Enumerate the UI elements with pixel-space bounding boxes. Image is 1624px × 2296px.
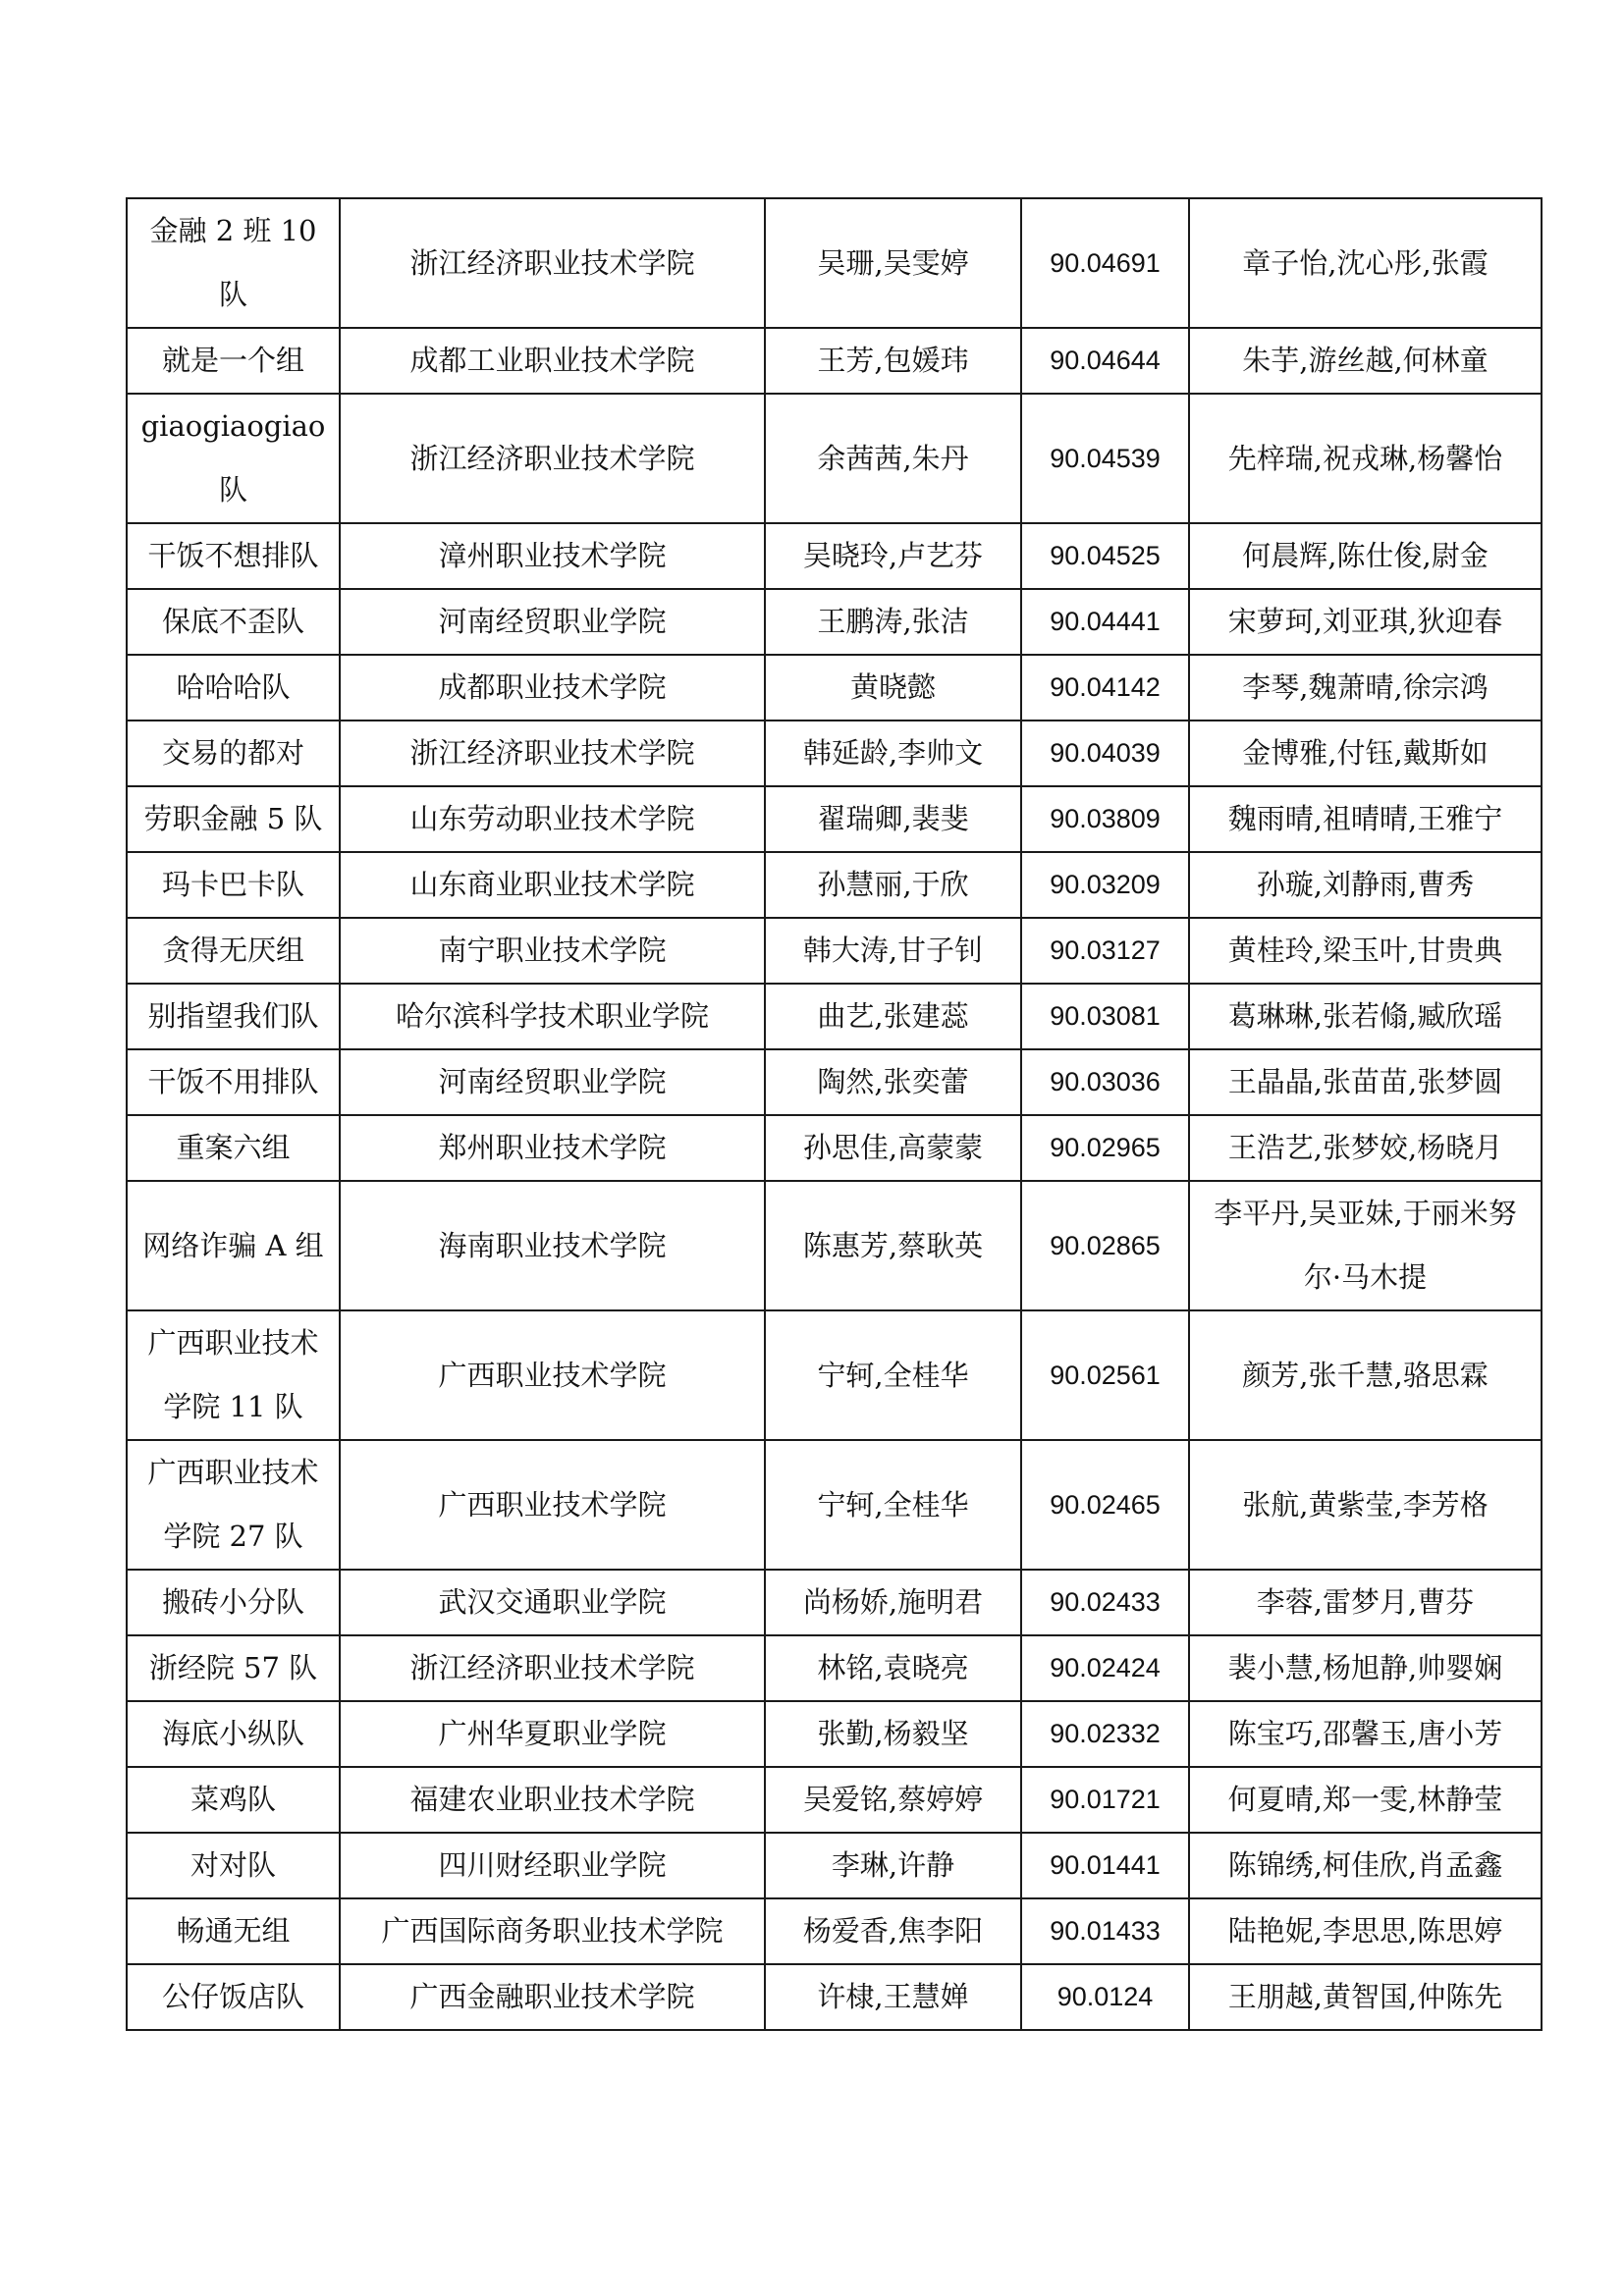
table-row — [127, 918, 1542, 984]
members-cell: 王浩艺,张梦姣,杨晓月 — [1189, 1115, 1542, 1181]
advisors-cell: 许棣,王慧婵 — [765, 1964, 1021, 2030]
table-row — [127, 1310, 1542, 1440]
school-cell: 哈尔滨科学技术职业学院 — [340, 984, 765, 1049]
score-cell: 90.03127 — [1021, 918, 1189, 984]
members-cell: 孙璇,刘静雨,曹秀 — [1189, 852, 1542, 918]
table-row — [127, 589, 1542, 655]
team-name-cell: 浙经院 57 队 — [127, 1635, 340, 1701]
results-table — [126, 197, 1543, 2031]
table-row — [127, 655, 1542, 721]
advisors-cell: 翟瑞卿,裴斐 — [765, 786, 1021, 852]
members-cell: 何晨辉,陈仕俊,尉金 — [1189, 523, 1542, 589]
members-cell: 陆艳妮,李思思,陈思婷 — [1189, 1898, 1542, 1964]
score-cell: 90.03209 — [1021, 852, 1189, 918]
school-cell: 四川财经职业学院 — [340, 1833, 765, 1898]
school-cell: 广西金融职业技术学院 — [340, 1964, 765, 2030]
table-row — [127, 1701, 1542, 1767]
advisors-cell: 余茜茜,朱丹 — [765, 394, 1021, 523]
table-row — [127, 1964, 1542, 2030]
team-name-cell: 公仔饭店队 — [127, 1964, 340, 2030]
school-cell: 漳州职业技术学院 — [340, 523, 765, 589]
results-table-body — [127, 198, 1542, 2030]
team-name-cell: 交易的都对 — [127, 721, 340, 786]
school-cell: 河南经贸职业学院 — [340, 589, 765, 655]
score-cell: 90.02465 — [1021, 1440, 1189, 1570]
score-cell: 90.04644 — [1021, 328, 1189, 394]
table-row — [127, 1570, 1542, 1635]
school-cell: 浙江经济职业技术学院 — [340, 1635, 765, 1701]
advisors-cell: 孙慧丽,于欣 — [765, 852, 1021, 918]
team-name-cell: 重案六组 — [127, 1115, 340, 1181]
advisors-cell: 曲艺,张建蕊 — [765, 984, 1021, 1049]
advisors-cell: 王芳,包媛玮 — [765, 328, 1021, 394]
team-name-cell: 别指望我们队 — [127, 984, 340, 1049]
members-cell: 张航,黄紫莹,李芳格 — [1189, 1440, 1542, 1570]
school-cell: 山东商业职业技术学院 — [340, 852, 765, 918]
members-cell: 李平丹,吴亚妹,于丽米努尔·马木提 — [1189, 1181, 1542, 1310]
members-cell: 黄桂玲,梁玉叶,甘贵典 — [1189, 918, 1542, 984]
school-cell: 郑州职业技术学院 — [340, 1115, 765, 1181]
school-cell: 海南职业技术学院 — [340, 1181, 765, 1310]
members-cell: 魏雨晴,祖晴晴,王雅宁 — [1189, 786, 1542, 852]
advisors-cell: 杨爱香,焦李阳 — [765, 1898, 1021, 1964]
table-row — [127, 721, 1542, 786]
advisors-cell: 陈惠芳,蔡耿英 — [765, 1181, 1021, 1310]
team-name-cell: 广西职业技术学院 27 队 — [127, 1440, 340, 1570]
table-row — [127, 1898, 1542, 1964]
score-cell: 90.02965 — [1021, 1115, 1189, 1181]
score-cell: 90.02561 — [1021, 1310, 1189, 1440]
members-cell: 裴小慧,杨旭静,帅婴娴 — [1189, 1635, 1542, 1701]
table-row — [127, 1440, 1542, 1570]
school-cell: 成都职业技术学院 — [340, 655, 765, 721]
advisors-cell: 尚杨娇,施明君 — [765, 1570, 1021, 1635]
team-name-cell: 就是一个组 — [127, 328, 340, 394]
score-cell: 90.04539 — [1021, 394, 1189, 523]
members-cell: 葛琳琳,张若翛,臧欣瑶 — [1189, 984, 1542, 1049]
members-cell: 章子怡,沈心彤,张霞 — [1189, 198, 1542, 328]
advisors-cell: 张勤,杨毅坚 — [765, 1701, 1021, 1767]
score-cell: 90.03036 — [1021, 1049, 1189, 1115]
table-row — [127, 1833, 1542, 1898]
score-cell: 90.04691 — [1021, 198, 1189, 328]
team-name-cell: 网络诈骗 A 组 — [127, 1181, 340, 1310]
advisors-cell: 吴爱铭,蔡婷婷 — [765, 1767, 1021, 1833]
team-name-cell: 菜鸡队 — [127, 1767, 340, 1833]
advisors-cell: 韩大涛,甘子钊 — [765, 918, 1021, 984]
members-cell: 朱芋,游丝越,何林童 — [1189, 328, 1542, 394]
score-cell: 90.02424 — [1021, 1635, 1189, 1701]
advisors-cell: 李琳,许静 — [765, 1833, 1021, 1898]
members-cell: 何夏晴,郑一雯,林静莹 — [1189, 1767, 1542, 1833]
team-name-cell: giaogiaogiao 队 — [127, 394, 340, 523]
members-cell: 金博雅,付钰,戴斯如 — [1189, 721, 1542, 786]
table-row — [127, 786, 1542, 852]
members-cell: 王晶晶,张苗苗,张梦圆 — [1189, 1049, 1542, 1115]
members-cell: 陈锦绣,柯佳欣,肖孟鑫 — [1189, 1833, 1542, 1898]
school-cell: 广州华夏职业学院 — [340, 1701, 765, 1767]
table-row — [127, 1181, 1542, 1310]
school-cell: 河南经贸职业学院 — [340, 1049, 765, 1115]
advisors-cell: 宁轲,全桂华 — [765, 1440, 1021, 1570]
advisors-cell: 吴珊,吴雯婷 — [765, 198, 1021, 328]
members-cell: 李琴,魏萧晴,徐宗鸿 — [1189, 655, 1542, 721]
table-row — [127, 394, 1542, 523]
team-name-cell: 劳职金融 5 队 — [127, 786, 340, 852]
score-cell: 90.01433 — [1021, 1898, 1189, 1964]
school-cell: 山东劳动职业技术学院 — [340, 786, 765, 852]
score-cell: 90.04441 — [1021, 589, 1189, 655]
team-name-cell: 对对队 — [127, 1833, 340, 1898]
members-cell: 陈宝巧,邵馨玉,唐小芳 — [1189, 1701, 1542, 1767]
advisors-cell: 韩延龄,李帅文 — [765, 721, 1021, 786]
table-row — [127, 1115, 1542, 1181]
table-row — [127, 198, 1542, 328]
school-cell: 浙江经济职业技术学院 — [340, 394, 765, 523]
table-row — [127, 1635, 1542, 1701]
score-cell: 90.04525 — [1021, 523, 1189, 589]
table-row — [127, 523, 1542, 589]
members-cell: 王朋越,黄智国,仲陈先 — [1189, 1964, 1542, 2030]
score-cell: 90.04142 — [1021, 655, 1189, 721]
score-cell: 90.02865 — [1021, 1181, 1189, 1310]
team-name-cell: 哈哈哈队 — [127, 655, 340, 721]
team-name-cell: 贪得无厌组 — [127, 918, 340, 984]
advisors-cell: 王鹏涛,张洁 — [765, 589, 1021, 655]
advisors-cell: 吴晓玲,卢艺芬 — [765, 523, 1021, 589]
score-cell: 90.01721 — [1021, 1767, 1189, 1833]
score-cell: 90.03809 — [1021, 786, 1189, 852]
school-cell: 南宁职业技术学院 — [340, 918, 765, 984]
members-cell: 李蓉,雷梦月,曹芬 — [1189, 1570, 1542, 1635]
team-name-cell: 玛卡巴卡队 — [127, 852, 340, 918]
score-cell: 90.01441 — [1021, 1833, 1189, 1898]
team-name-cell: 搬砖小分队 — [127, 1570, 340, 1635]
members-cell: 颜芳,张千慧,骆思霖 — [1189, 1310, 1542, 1440]
score-cell: 90.02332 — [1021, 1701, 1189, 1767]
team-name-cell: 金融 2 班 10 队 — [127, 198, 340, 328]
advisors-cell: 宁轲,全桂华 — [765, 1310, 1021, 1440]
team-name-cell: 干饭不想排队 — [127, 523, 340, 589]
school-cell: 福建农业职业技术学院 — [340, 1767, 765, 1833]
table-row — [127, 1767, 1542, 1833]
school-cell: 浙江经济职业技术学院 — [340, 198, 765, 328]
members-cell: 宋萝珂,刘亚琪,狄迎春 — [1189, 589, 1542, 655]
team-name-cell: 保底不歪队 — [127, 589, 340, 655]
school-cell: 广西职业技术学院 — [340, 1440, 765, 1570]
school-cell: 武汉交通职业学院 — [340, 1570, 765, 1635]
score-cell: 90.03081 — [1021, 984, 1189, 1049]
table-row — [127, 852, 1542, 918]
team-name-cell: 广西职业技术学院 11 队 — [127, 1310, 340, 1440]
school-cell: 广西国际商务职业技术学院 — [340, 1898, 765, 1964]
team-name-cell: 海底小纵队 — [127, 1701, 340, 1767]
advisors-cell: 黄晓懿 — [765, 655, 1021, 721]
school-cell: 广西职业技术学院 — [340, 1310, 765, 1440]
team-name-cell: 畅通无组 — [127, 1898, 340, 1964]
table-row — [127, 1049, 1542, 1115]
advisors-cell: 孙思佳,高蒙蒙 — [765, 1115, 1021, 1181]
members-cell: 先梓瑞,祝戎琳,杨馨怡 — [1189, 394, 1542, 523]
advisors-cell: 陶然,张奕蕾 — [765, 1049, 1021, 1115]
score-cell: 90.02433 — [1021, 1570, 1189, 1635]
score-cell: 90.0124 — [1021, 1964, 1189, 2030]
team-name-cell: 干饭不用排队 — [127, 1049, 340, 1115]
table-row — [127, 328, 1542, 394]
school-cell: 成都工业职业技术学院 — [340, 328, 765, 394]
table-row — [127, 984, 1542, 1049]
school-cell: 浙江经济职业技术学院 — [340, 721, 765, 786]
score-cell: 90.04039 — [1021, 721, 1189, 786]
advisors-cell: 林铭,袁晓亮 — [765, 1635, 1021, 1701]
